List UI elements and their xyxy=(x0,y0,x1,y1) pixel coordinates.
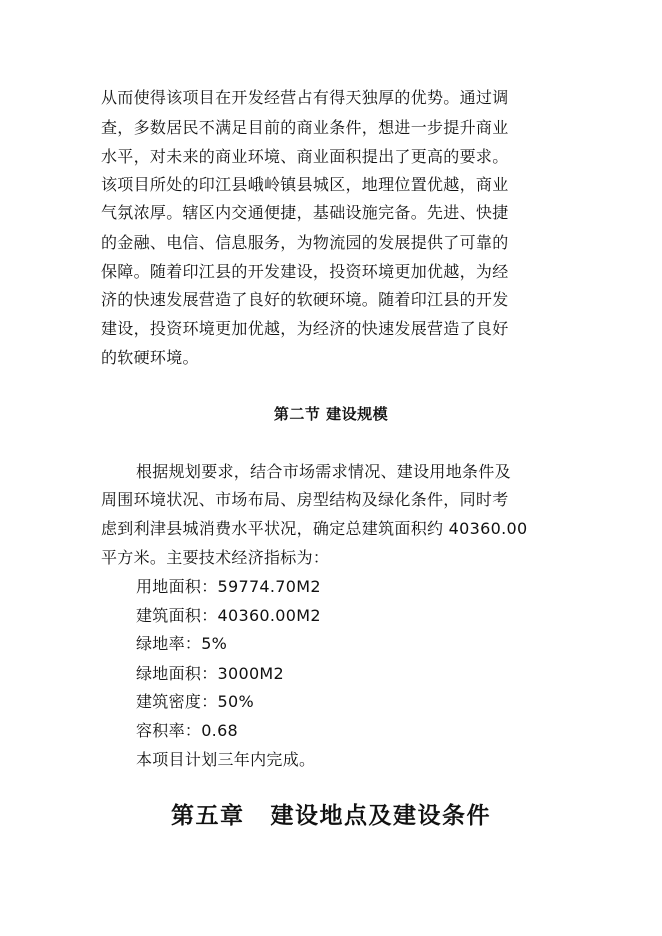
indicator-item: 本项目计划三年内完成。 xyxy=(136,750,316,769)
indicator-item: 容积率：0.68 xyxy=(136,721,239,740)
paragraph-line: 从而使得该项目在开发经营占有得天独厚的优势。通过调 xyxy=(101,88,509,107)
paragraph-line: 周围环境状况、市场布局、房型结构及绿化条件，同时考 xyxy=(101,490,509,509)
paragraph-line: 的金融、电信、信息服务，为物流园的发展提供了可靠的 xyxy=(101,233,509,252)
paragraph-line: 保障。随着印江县的开发建设，投资环境更加优越，为经 xyxy=(101,262,509,281)
chapter-number: 第五章 xyxy=(171,802,245,829)
paragraph-line: 建设，投资环境更加优越，为经济的快速发展营造了良好 xyxy=(101,319,509,338)
indicator-item: 绿地率：5% xyxy=(136,634,228,653)
indicator-item: 绿地面积：3000M2 xyxy=(136,664,285,683)
paragraph-line: 平方米。主要技术经济指标为： xyxy=(101,548,330,567)
paragraph-line: 水平，对未来的商业环境、商业面积提出了更高的要求。 xyxy=(101,147,509,166)
indicator-item: 用地面积：59774.70M2 xyxy=(136,577,321,596)
paragraph-line: 气氛浓厚。辖区内交通便捷，基础设施完备。先进、快捷 xyxy=(101,203,509,222)
paragraph-line: 根据规划要求，结合市场需求情况、建设用地条件及 xyxy=(136,462,511,481)
paragraph-line: 的软硬环境。 xyxy=(101,348,199,367)
chapter-heading xyxy=(0,801,662,831)
section-heading: 第二节 建设规模 xyxy=(273,405,389,423)
paragraph-line: 济的快速发展营造了良好的软硬环境。随着印江县的开发 xyxy=(101,290,509,309)
indicator-item: 建筑密度：50% xyxy=(136,692,254,711)
paragraph-line: 该项目所处的印江县峨岭镇县城区，地理位置优越，商业 xyxy=(101,175,509,194)
indicator-item: 建筑面积：40360.00M2 xyxy=(136,606,321,625)
chapter-title: 建设地点及建设条件 xyxy=(270,802,491,829)
paragraph-line: 查，多数居民不满足目前的商业条件，想进一步提升商业 xyxy=(101,118,509,137)
paragraph-line: 虑到利津县城消费水平状况，确定总建筑面积约 40360.00 xyxy=(101,519,528,538)
